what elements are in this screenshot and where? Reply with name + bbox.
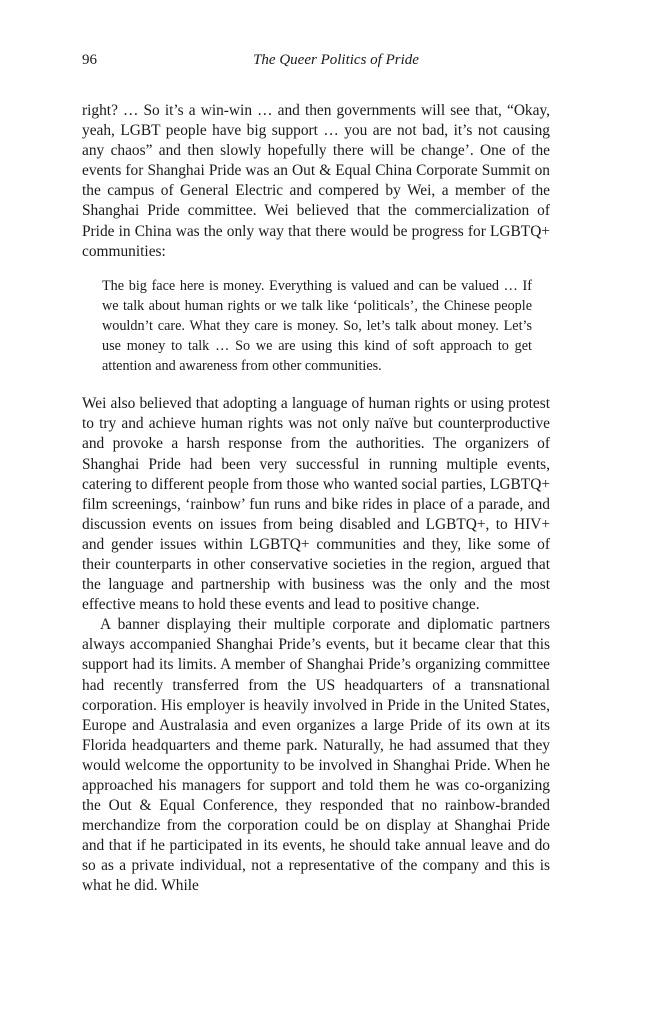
paragraph-3: A banner displaying their multiple corporate and diplomatic partners always accompanied Shanghai Pride’s events, but it became clear that this support had its limits. A member of Shanghai Pride’s organizing committee had recently transferred from the US headquarters of a transnational corporation. His employer is heavily involved in Pride in the United States, Europe and Australasia and even organizes a large Pride of its own at its Florida headquarters and theme park. Naturally, he had assumed that they would welcome the opportunity to be involved in Shanghai Pride. When he approached his managers for support and told them he was co-organizing the Out & Equal Conference, they responded that no rainbow-branded merchandize from the corporation could be on display at Shanghai Pride and that if he participated in its events, he should take annual leave and do so as a private individual, not a representative of the company and this is what he did. While [82, 616, 550, 895]
page-header [82, 52, 550, 72]
block-quote: The big face here is money. Everything is valued and can be valued … If we talk about human rights or we talk like ‘politicals’, the Chinese people wouldn’t care. What they care is money. So, let’s talk about money. Let’s use money to talk … So we are using this kind of soft approach to get attention and awareness from other communities. [102, 277, 532, 375]
body-text [82, 101, 550, 897]
paragraph-2: Wei also believed that adopting a language of human rights or using protest to try and achieve human rights was not only naïve but counterproductive and provoke a harsh response from the authorities. The organizers of Shanghai Pride had been very successful in running multiple events, catering to different people from those who wanted social parties, LGBTQ+ film screenings, ‘rainbow’ fun runs and bike rides in place of a parade, and discussion events on issues from being disabled and LGBTQ+, to HIV+ and gender issues within LGBTQ+ communities and they, like some of their counterparts in other conservative societies in the region, argued that the language and partnership with business was the only and the most effective means to hold these events and lead to positive change. [82, 395, 550, 614]
running-title: The Queer Politics of Pride [253, 52, 419, 68]
page-number: 96 [82, 52, 97, 68]
paragraph-1: right? … So it’s a win-win … and then governments will see that, “Okay, yeah, LGBT people have big support … you are not bad, it’s not causing any chaos” and then slowly hopefully there will be change’. One of the events for Shanghai Pride was an Out & Equal China Corporate Summit on the campus of General Electric and compered by Wei, a member of the Shanghai Pride committee. Wei believed that the commercialization of Pride in China was the only way that there would be progress for LGBTQ+ communities: [82, 102, 550, 260]
